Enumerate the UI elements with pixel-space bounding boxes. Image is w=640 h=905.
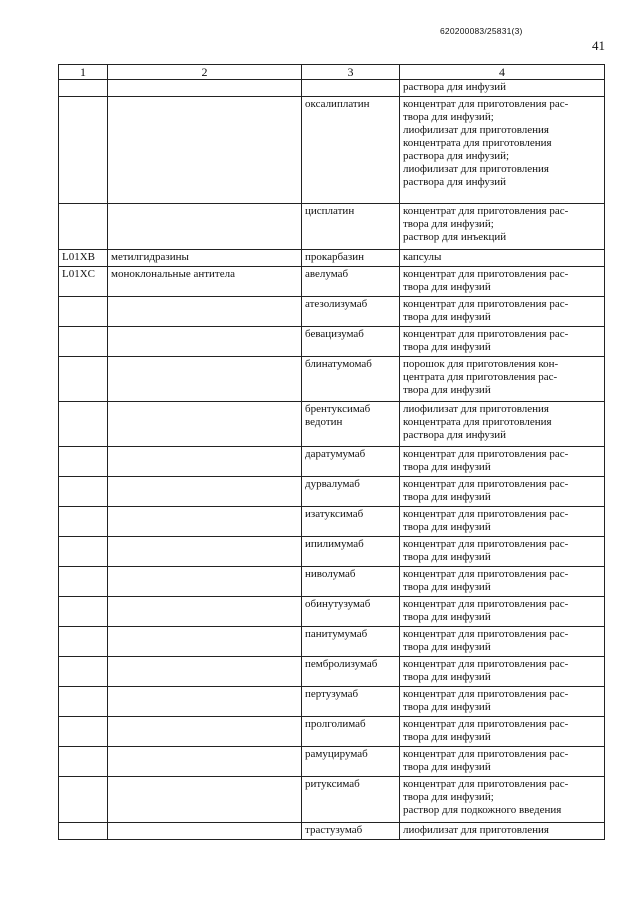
group-name-cell <box>108 747 302 777</box>
group-name-cell <box>108 327 302 357</box>
atc-code-cell <box>59 327 108 357</box>
group-name-cell <box>108 80 302 97</box>
table-row <box>59 357 605 402</box>
drug-name-cell: ипилимумаб <box>302 537 400 567</box>
group-name-cell <box>108 627 302 657</box>
group-name-cell <box>108 402 302 447</box>
drug-name-cell: пролголимаб <box>302 717 400 747</box>
table-row <box>59 250 605 267</box>
column-header-4: 4 <box>400 65 605 80</box>
table-row <box>59 477 605 507</box>
atc-code-cell <box>59 402 108 447</box>
atc-code-cell <box>59 657 108 687</box>
group-name-cell <box>108 687 302 717</box>
drug-name-cell: дурвалумаб <box>302 477 400 507</box>
atc-code-cell <box>59 477 108 507</box>
atc-code-cell <box>59 80 108 97</box>
column-header-1: 1 <box>59 65 108 80</box>
group-name-cell <box>108 597 302 627</box>
drug-name-cell: ритуксимаб <box>302 777 400 823</box>
drug-name-cell: ниволумаб <box>302 567 400 597</box>
dosage-form-cell: концентрат для приготовления рас- твора для инфузий <box>400 477 605 507</box>
group-name-cell <box>108 297 302 327</box>
group-name-cell <box>108 204 302 250</box>
table-row <box>59 687 605 717</box>
dosage-form-cell: концентрат для приготовления рас- твора для инфузий <box>400 567 605 597</box>
dosage-form-cell: концентрат для приготовления рас- твора для инфузий <box>400 687 605 717</box>
column-header-2: 2 <box>108 65 302 80</box>
table-row <box>59 204 605 250</box>
group-name-cell <box>108 537 302 567</box>
dosage-form-cell: концентрат для приготовления рас- твора для инфузий <box>400 297 605 327</box>
group-name-cell <box>108 357 302 402</box>
drug-name-cell <box>302 80 400 97</box>
table-row <box>59 717 605 747</box>
table-row <box>59 537 605 567</box>
drug-name-cell: рамуцирумаб <box>302 747 400 777</box>
dosage-form-cell: раствора для инфузий <box>400 80 605 97</box>
group-name-cell <box>108 447 302 477</box>
dosage-form-cell: концентрат для приготовления рас- твора для инфузий; раствор для подкожного введения <box>400 777 605 823</box>
atc-code-cell <box>59 747 108 777</box>
group-name-cell <box>108 717 302 747</box>
dosage-form-cell: порошок для приготовления кон- центрата для приготовления рас- твора для инфузий <box>400 357 605 402</box>
table-row <box>59 823 605 840</box>
dosage-form-cell: концентрат для приготовления рас- твора для инфузий <box>400 447 605 477</box>
drug-name-cell: пембролизумаб <box>302 657 400 687</box>
table-row <box>59 97 605 204</box>
dosage-form-cell: концентрат для приготовления рас- твора для инфузий <box>400 627 605 657</box>
dosage-form-cell: концентрат для приготовления рас- твора для инфузий <box>400 507 605 537</box>
table-body <box>59 80 605 840</box>
drug-name-cell: обинутузумаб <box>302 597 400 627</box>
dosage-form-cell: концентрат для приготовления рас- твора для инфузий <box>400 597 605 627</box>
group-name-cell <box>108 777 302 823</box>
drug-name-cell: оксалиплатин <box>302 97 400 204</box>
table-row <box>59 597 605 627</box>
group-name-cell <box>108 97 302 204</box>
table-row <box>59 657 605 687</box>
atc-code-cell <box>59 687 108 717</box>
dosage-form-cell: капсулы <box>400 250 605 267</box>
dosage-form-cell: концентрат для приготовления рас- твора для инфузий <box>400 327 605 357</box>
group-name-cell <box>108 477 302 507</box>
table-row <box>59 777 605 823</box>
atc-code-cell <box>59 357 108 402</box>
atc-code-cell <box>59 717 108 747</box>
table-header-row <box>59 65 605 80</box>
dosage-form-cell: концентрат для приготовления рас- твора для инфузий <box>400 267 605 297</box>
column-header-3: 3 <box>302 65 400 80</box>
dosage-form-cell: лиофилизат для приготовления концентрата для приготовления раствора для инфузий <box>400 402 605 447</box>
table-row <box>59 297 605 327</box>
dosage-form-cell: концентрат для приготовления рас- твора для инфузий <box>400 657 605 687</box>
group-name-cell <box>108 567 302 597</box>
dosage-form-cell: концентрат для приготовления рас- твора для инфузий; раствор для инъекций <box>400 204 605 250</box>
atc-code-cell <box>59 507 108 537</box>
atc-code-cell <box>59 537 108 567</box>
drug-name-cell: трастузумаб <box>302 823 400 840</box>
table-row <box>59 267 605 297</box>
table-row <box>59 507 605 537</box>
atc-code-cell: L01XC <box>59 267 108 297</box>
drug-table <box>58 64 605 840</box>
document-id: 620200083/25831(3) <box>440 26 523 36</box>
atc-code-cell <box>59 823 108 840</box>
drug-name-cell: даратумумаб <box>302 447 400 477</box>
atc-code-cell <box>59 97 108 204</box>
atc-code-cell <box>59 567 108 597</box>
drug-name-cell: цисплатин <box>302 204 400 250</box>
table-row <box>59 80 605 97</box>
drug-name-cell: изатуксимаб <box>302 507 400 537</box>
atc-code-cell <box>59 777 108 823</box>
table-row <box>59 402 605 447</box>
dosage-form-cell: концентрат для приготовления рас- твора для инфузий <box>400 747 605 777</box>
group-name-cell: метилгидразины <box>108 250 302 267</box>
atc-code-cell <box>59 447 108 477</box>
group-name-cell <box>108 657 302 687</box>
table-row <box>59 327 605 357</box>
dosage-form-cell: концентрат для приготовления рас- твора для инфузий; лиофилизат для приготовления концентрата для приготовления раствора для инфузий; лиофилизат для приготовления раствора для инфузий <box>400 97 605 204</box>
atc-code-cell <box>59 204 108 250</box>
atc-code-cell <box>59 297 108 327</box>
drug-name-cell: атезолизумаб <box>302 297 400 327</box>
dosage-form-cell: концентрат для приготовления рас- твора для инфузий <box>400 537 605 567</box>
drug-name-cell: панитумумаб <box>302 627 400 657</box>
table-row <box>59 627 605 657</box>
group-name-cell <box>108 507 302 537</box>
drug-name-cell: брентуксимаб ведотин <box>302 402 400 447</box>
table-row <box>59 747 605 777</box>
drug-name-cell: блинатумомаб <box>302 357 400 402</box>
dosage-form-cell: лиофилизат для приготовления <box>400 823 605 840</box>
drug-name-cell: авелумаб <box>302 267 400 297</box>
atc-code-cell: L01XB <box>59 250 108 267</box>
atc-code-cell <box>59 597 108 627</box>
drug-name-cell: прокарбазин <box>302 250 400 267</box>
table-row <box>59 447 605 477</box>
atc-code-cell <box>59 627 108 657</box>
page-number: 41 <box>592 38 605 53</box>
group-name-cell <box>108 823 302 840</box>
table-row <box>59 567 605 597</box>
group-name-cell: моноклональные антитела <box>108 267 302 297</box>
drug-name-cell: пертузумаб <box>302 687 400 717</box>
dosage-form-cell: концентрат для приготовления рас- твора для инфузий <box>400 717 605 747</box>
drug-name-cell: бевацизумаб <box>302 327 400 357</box>
